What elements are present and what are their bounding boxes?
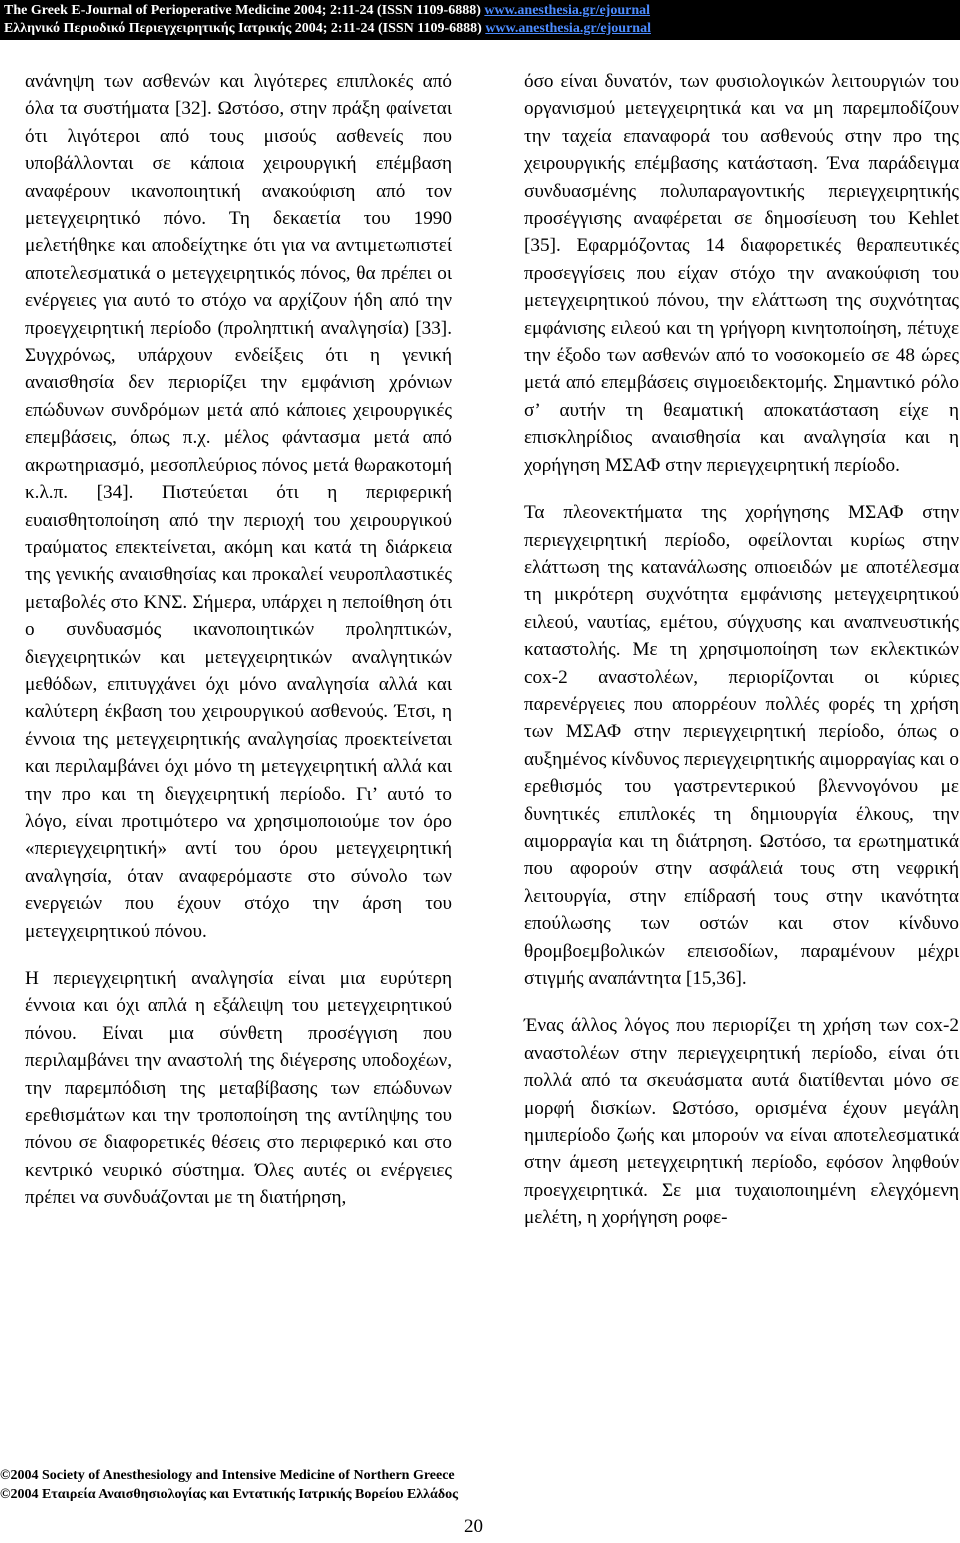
right-column <box>524 68 959 1252</box>
left-paragraph-2: Η περιεγχειρητική αναλγησία είναι μια ευρύτερη έννοια και όχι απλά η εξάλειψη του μετεγχειρητικού πόνου. Είναι μια σύνθετη προσέγγιση που περιλαμβάνει την αναστολή της διέγερσης υποδοχέων, την παρεμπόδιση της μεταβίβασης των επώδυνων ερεθισμάτων και την τροποποίηση της αντίληψης του πόνου σε διαφορετικές θέσεις στο περιφερικό και στο κεντρικό νευρικό σύστημα. Όλες αυτές οι ενέργειες πρέπει να συνδυάζονται με τη διατήρηση, <box>25 968 452 1209</box>
right-paragraph-2: Τα πλεονεκτήματα της χορήγησης ΜΣΑΦ στην περιεγχειρητική περίοδο, οφείλονται κυρίως στην ελάττωση της κατανάλωσης οπιοειδών με αποτέλεσμα τη μικρότερη συχνότητα εμφάνισης μετεγχειρητικού ειλεού, ναυτίας, εμέτου, σύγχυσης και αναπνευστικής καταστολής. Με τη χρησιμοποίηση των εκλεκτικών cox-2 αναστολέων, περιορίζονται οι κύριες παρενέργειες που απορρέουν πολλές φορές τη χρήση των ΜΣΑΦ στην περιεγχειρητική περίοδο, όπως ο αυξημένος κίνδυνος περιεγχειρητικής αιμορραγίας και ο ερεθισμός του γαστρεντερικού βλεννογόνου με δυνητικές επιπλοκές τη δημιουργία έλκους, την αιμορραγία και τη διάτρηση. Ωστόσο, τα ερωτηματικά που αφορούν στην ασφάλειά τους στη νεφρική λειτουργία, στην επίδρασή τους στην ικανότητα επούλωσης των οστών και στον κίνδυνο θρομβοεμβολικών επεισοδίων, παραμένουν μέχρι στιγμής αναπάντητα [15,36]. <box>524 502 959 989</box>
right-paragraph-1: όσο είναι δυνατόν, των φυσιολογικών λειτουργιών του οργανισμού μετεγχειρητικά και να μη παρεμποδίζουν την ταχεία επαναφορά του ασθενούς στην προ της χειρουργικής επέμβασης κατάσταση. Ένα παράδειγμα συνδυασμένης πολυπαραγοντικής περιεγχειρητικής προσέγγισης αναφέρεται σε δημοσίευση του Kehlet [35]. Εφαρμόζοντας 14 διαφορετικές θεραπευτικές προσεγγίσεις που είχαν στόχο την ανακούφιση του μετεγχειρητικού πόνου, την ελάττωση της συχνότητας εμφάνισης ειλεού και τη γρήγορη κινητοποίηση, πέτυχε την έξοδο των ασθενών από το νοσοκομείο σε 48 ώρες μετά από επεμβάσεις σιγμοειδεκτομής. Σημαντικό ρόλο σ’ αυτήν τη θεαματική αποκατάσταση είχε η επισκληρίδιος αναισθησία και αναλγησία και η χορήγηση ΜΣΑΦ στην περιεγχειρητική περίοδο. <box>524 71 959 476</box>
left-paragraph-1: ανάνηψη των ασθενών και λιγότερες επιπλοκές από όλα τα συστήματα [32]. Ωστόσο, στην πράξη φαίνεται ότι λιγότεροι από τους μισούς ασθενείς που υποβάλλονται σε κάποια χειρουργική επέμβαση αναφέρουν ικανοποιητική ανακούφιση από τον μετεγχειρητικό πόνο. Τη δεκαετία του 1990 μελετήθηκε και αποδείχτηκε ότι για να αντιμετωπιστεί αποτελεσματικά ο μετεγχειρητικός πόνος, θα πρέπει οι ενέργειες για αυτό το στόχο να αρχίζουν ήδη από την προεγχειρητική περίοδο (προληπτική αναλγησία) [33]. Συγχρόνως, υπάρχουν ενδείξεις ότι η γενική αναισθησία δεν περιορίζει την εμφάνιση χρόνιων επώδυνων συνδρόμων μετά από κάποιες χειρουργικές επεμβάσεις, όπως π.χ. μέλος φάντασμα μετά από ακρωτηριασμό, μεσοπλεύριος πόνος μετά θωρακοτομή κ.λ.π. [34]. Πιστεύεται ότι η περιφερική ευαισθητοποίηση από την περιοχή του χειρουργικού τραύματος επεκτείνεται, ακόμη και κατά τη διάρκεια της γενικής αναισθησίας και προκαλεί νευροπλαστικές μεταβολές στο ΚΝΣ. Σήμερα, υπάρχει η πεποίθηση ότι ο συνδυασμός ικανοποιητικών προληπτικών, διεγχειρητικών και μετεγχειρητικών αναλγητικών μεθόδων, επιτυγχάνει όχι μόνο αναλγησία αλλά και καλύτερη έκβαση του χειρουργικού ασθενούς. Έτσι, η έννοια της μετεγχειρητικής αναλγησίας προεκτείνεται και περιλαμβάνει όχι μόνο τη μετεγχειρητική αλλά και την προ και τη διεγχειρητική περίοδο. Γι’ αυτό το λόγο, είναι προτιμότερο να χρησιμοποιούμε τον όρο «περιεγχειρητική» αντί του όρου μετεγχειρητική αναλγησία, όταν αναφερόμαστε στο σύνολο των ενεργειών που έχουν στόχο την άρση του μετεγχειρητικού πόνου. <box>25 71 452 942</box>
copyright-footer <box>0 1466 458 1504</box>
header-link-greek[interactable]: www.anesthesia.gr/ejournal <box>485 21 651 36</box>
header-line-english <box>4 2 650 20</box>
copyright-english: ©2004 Society of Anesthesiology and Intensive Medicine of Northern Greece <box>0 1468 455 1483</box>
page-number: 20 <box>464 1516 483 1537</box>
left-column <box>25 68 452 1232</box>
header-citation-english: The Greek E-Journal of Perioperative Medicine 2004; 2:11-24 (ISSN 1109-6888) <box>4 3 485 18</box>
header-line-greek <box>4 20 651 38</box>
journal-header <box>0 0 960 40</box>
header-link-english[interactable]: www.anesthesia.gr/ejournal <box>484 3 651 18</box>
copyright-greek: ©2004 Εταιρεία Αναισθησιολογίας και Εντατικής Ιατρικής Βορείου Ελλάδος <box>0 1487 459 1502</box>
right-paragraph-3: Ένας άλλος λόγος που περιορίζει τη χρήση των cox-2 αναστολέων στην περιεγχειρητική περίοδο, είναι ότι πολλά από τα σκευάσματα αυτά διατίθενται μόνο σε μορφή δισκίων. Ωστόσο, ορισμένα έχουν μεγάλη ημιπερίοδο ζωής και μπορούν να είναι αποτελεσματικά στην άμεση μετεγχειρητική περίοδο, εφόσον ληφθούν προεγχειρητικά. Σε μια τυχαιοποιημένη ελεγχόμενη μελέτη, η χορήγηση ροφε- <box>524 1015 959 1229</box>
header-citation-greek: Ελληνικό Περιοδικό Περιεγχειρητικής Ιατρικής 2004; 2:11-24 (ISSN 1109-6888) <box>4 21 486 36</box>
